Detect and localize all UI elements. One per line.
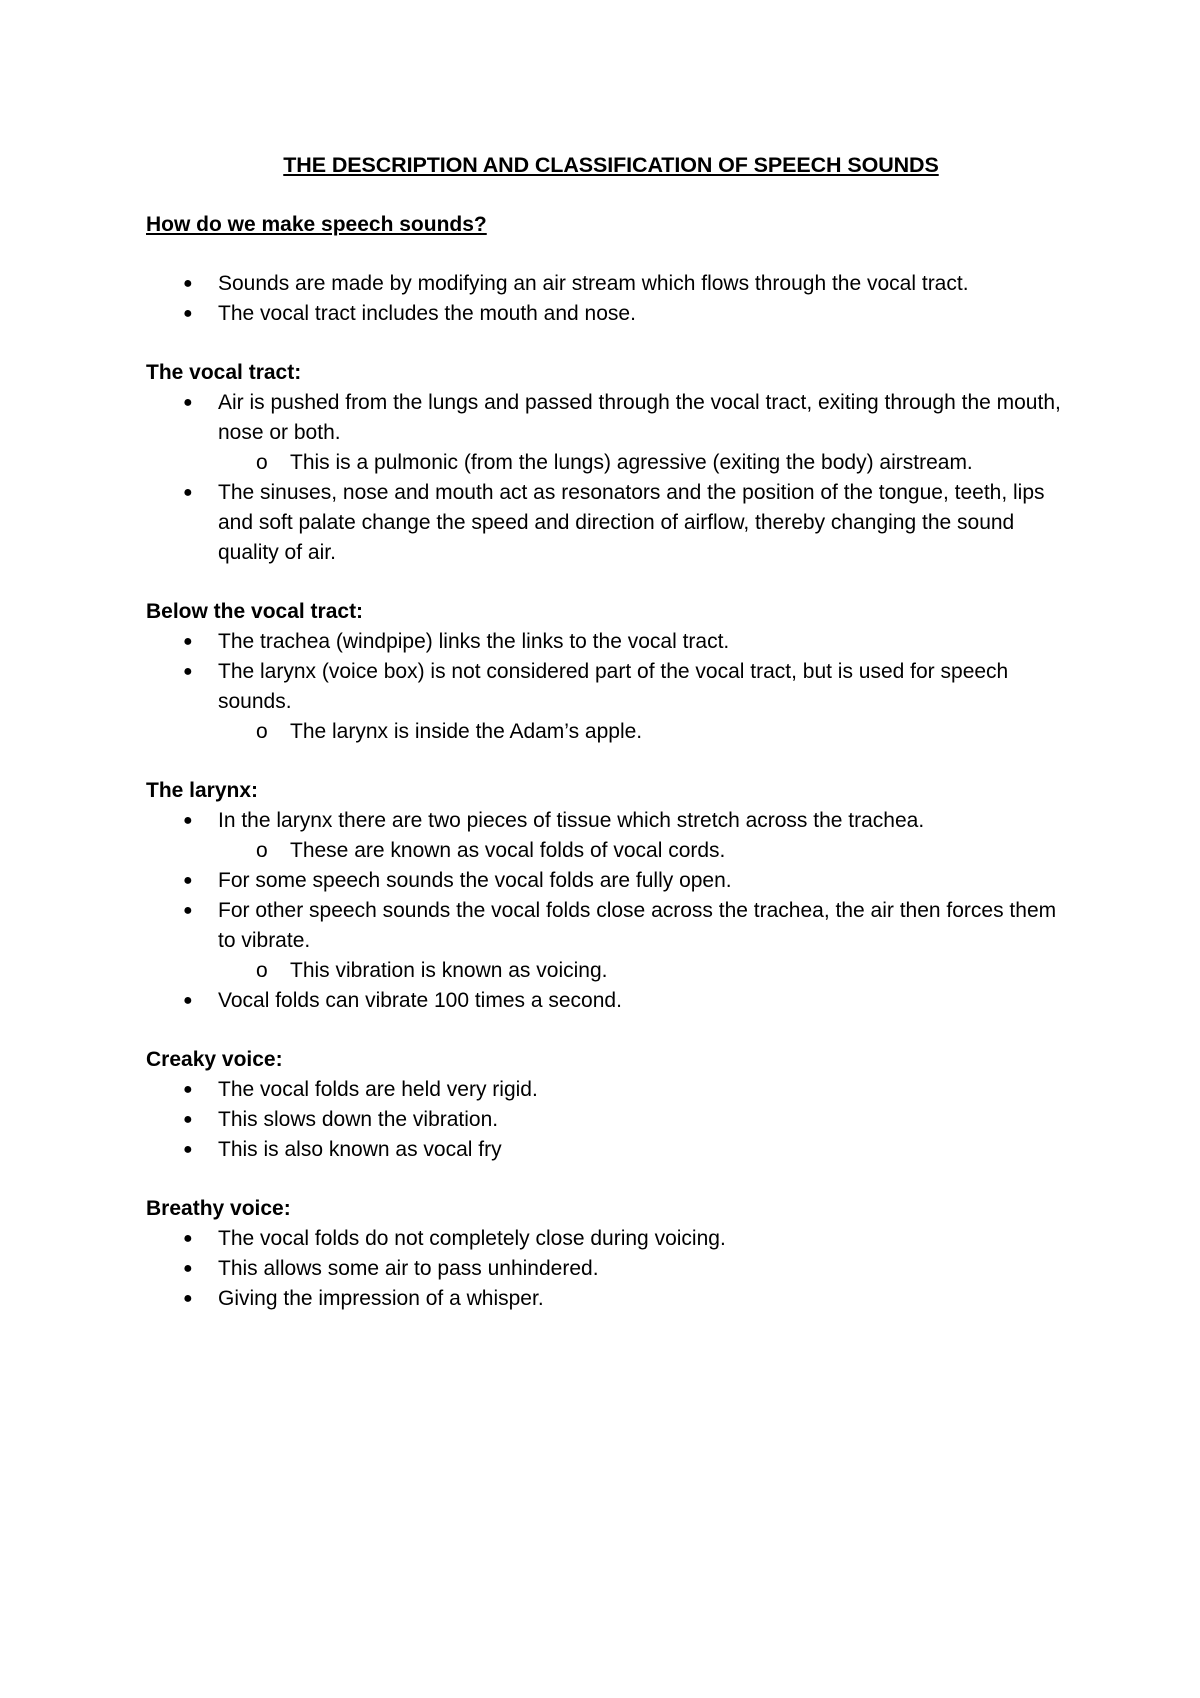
list-item: [146, 627, 1076, 657]
list-item: [146, 388, 1076, 478]
bullet-icon: ●: [183, 633, 193, 650]
list-item: [146, 1105, 1076, 1135]
sub-list-item-text: These are known as vocal folds of vocal cords.: [290, 839, 726, 862]
sub-list-item: [218, 956, 1076, 986]
list-item-text: Sounds are made by modifying an air stream which flows through the vocal tract.: [218, 272, 969, 295]
bullet-icon: ●: [183, 812, 193, 829]
section-heading: Breathy voice:: [146, 1197, 291, 1220]
bullet-icon: ●: [183, 992, 193, 1009]
bullet-icon: ●: [183, 902, 193, 919]
bullet-icon: ●: [183, 484, 193, 501]
list-item-text: In the larynx there are two pieces of tissue which stretch across the trachea.: [218, 809, 925, 832]
sub-list-item-text: The larynx is inside the Adam’s apple.: [290, 720, 643, 743]
sub-list-item: [218, 717, 1076, 747]
list-item-text: This slows down the vibration.: [218, 1108, 499, 1131]
sub-bullet-icon: o: [256, 839, 268, 862]
section-how-do-we-make-speech-sounds: [146, 210, 1076, 329]
sub-list-item: [218, 836, 1076, 866]
section-the-larynx: [146, 776, 1076, 1016]
list-item: [146, 1135, 1076, 1165]
sub-list: [218, 717, 1076, 747]
bullet-list: [146, 388, 1076, 568]
sub-bullet-icon: o: [256, 451, 268, 474]
section-below-the-vocal-tract: [146, 597, 1076, 747]
sub-bullet-icon: o: [256, 720, 268, 743]
list-item-text: The trachea (windpipe) links the links to the vocal tract.: [218, 630, 730, 653]
bullet-icon: ●: [183, 1141, 193, 1158]
list-item: [146, 269, 1076, 299]
sub-list-item-text: This vibration is known as voicing.: [290, 959, 608, 982]
section-heading: The vocal tract:: [146, 361, 302, 384]
list-item-text: Air is pushed from the lungs and passed through the vocal tract, exiting through the mouth, nose or both.: [218, 391, 1061, 444]
bullet-icon: ●: [183, 305, 193, 322]
bullet-icon: ●: [183, 394, 193, 411]
sub-list: [218, 448, 1076, 478]
section-heading: Creaky voice:: [146, 1048, 283, 1071]
bullet-list: [146, 269, 1076, 329]
list-item: [146, 896, 1076, 986]
bullet-list: [146, 627, 1076, 747]
list-item: [146, 299, 1076, 329]
section-breathy-voice: [146, 1194, 1076, 1314]
section-the-vocal-tract: [146, 358, 1076, 568]
bullet-icon: ●: [183, 1081, 193, 1098]
list-item: [146, 1254, 1076, 1284]
list-item: [146, 1224, 1076, 1254]
bullet-icon: ●: [183, 872, 193, 889]
list-item-text: Vocal folds can vibrate 100 times a second.: [218, 989, 622, 1012]
list-item-text: This allows some air to pass unhindered.: [218, 1257, 599, 1280]
list-item-text: The larynx (voice box) is not considered part of the vocal tract, but is used for speech sounds.: [218, 660, 1009, 713]
list-item: [146, 1075, 1076, 1105]
sub-bullet-icon: o: [256, 959, 268, 982]
list-item: [146, 986, 1076, 1016]
sub-list-item-text: This is a pulmonic (from the lungs) agressive (exiting the body) airstream.: [290, 451, 973, 474]
bullet-list: [146, 806, 1076, 1016]
list-item-text: The vocal folds do not completely close during voicing.: [218, 1227, 726, 1250]
list-item-text: For some speech sounds the vocal folds are fully open.: [218, 869, 732, 892]
list-item: [146, 478, 1076, 568]
document-title: THE DESCRIPTION AND CLASSIFICATION OF SPEECH SOUNDS: [283, 153, 939, 177]
bullet-icon: ●: [183, 663, 193, 680]
list-item-text: This is also known as vocal fry: [218, 1138, 502, 1161]
list-item-text: For other speech sounds the vocal folds close across the trachea, the air then forces them to vibrate.: [218, 899, 1057, 952]
bullet-icon: ●: [183, 1111, 193, 1128]
section-creaky-voice: [146, 1045, 1076, 1165]
list-item-text: The sinuses, nose and mouth act as resonators and the position of the tongue, teeth, lips and soft palate change the speed and direction of airflow, thereby changing the sound quality of air.: [218, 481, 1045, 564]
section-heading: The larynx:: [146, 779, 259, 802]
list-item-text: Giving the impression of a whisper.: [218, 1287, 544, 1310]
sub-list: [218, 956, 1076, 986]
sub-list: [218, 836, 1076, 866]
list-item: [146, 1284, 1076, 1314]
section-heading: How do we make speech sounds?: [146, 213, 487, 236]
list-item-text: The vocal tract includes the mouth and nose.: [218, 302, 636, 325]
bullet-list: [146, 1075, 1076, 1165]
bullet-icon: ●: [183, 1230, 193, 1247]
bullet-icon: ●: [183, 275, 193, 292]
list-item: [146, 657, 1076, 747]
bullet-icon: ●: [183, 1260, 193, 1277]
sub-list-item: [218, 448, 1076, 478]
bullet-icon: ●: [183, 1290, 193, 1307]
bullet-list: [146, 1224, 1076, 1314]
section-heading: Below the vocal tract:: [146, 600, 364, 623]
list-item-text: The vocal folds are held very rigid.: [218, 1078, 538, 1101]
document-body: [146, 150, 1076, 1343]
list-item: [146, 806, 1076, 866]
list-item: [146, 866, 1076, 896]
